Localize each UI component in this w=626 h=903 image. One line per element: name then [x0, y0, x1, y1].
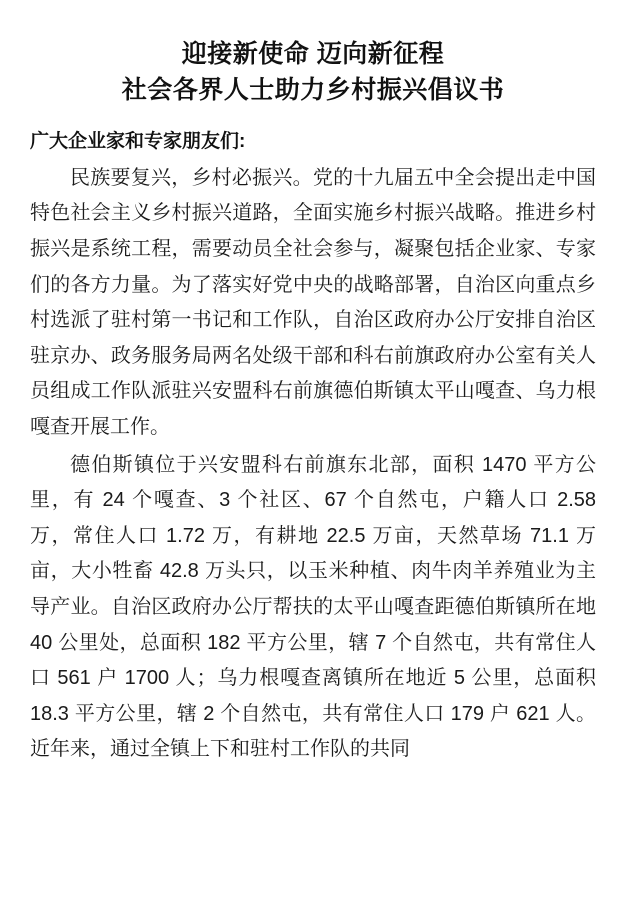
body-paragraph-1: 民族要复兴，乡村必振兴。党的十九届五中全会提出走中国特色社会主义乡村振兴道路，全面实施乡村振兴战略。推进乡村振兴是系统工程，需要动员全社会参与，凝聚包括企业家、专家们的各方力量。为了落实好党中央的战略部署，自治区向重点乡村选派了驻村第一书记和工作队，自治区政府办公厅安排自治区驻京办、政务服务局两名处级干部和科右前旗政府办公室有关人员组成工作队派驻兴安盟科右前旗德伯斯镇太平山嘎查、乌力根嘎查开展工作。 — [30, 166, 596, 439]
title-line-2: 社会各界人士助力乡村振兴倡议书 — [121, 76, 505, 105]
page-title — [30, 36, 596, 109]
salutation: 广大企业家和专家朋友们: — [30, 130, 246, 152]
title-line-1: 迎接新使命 迈向新征程 — [181, 40, 445, 68]
body-paragraph-2: 德伯斯镇位于兴安盟科右前旗东北部，面积 1470 平方公里，有 24 个嘎查、3 个社区、67 个自然屯，户籍人口 2.58 万，常住人口 1.72 万，有耕地 22.5 万亩，天然草场 71.1 万亩，大小牲畜 42.8 万头只，以玉米种植、肉牛肉羊养殖业为主导产业。自治区政府办公厅帮扶的太平山嘎查距德伯斯镇所在地 40 公里处，总面积 182 平方公里，辖 7 个自然屯，共有常住人口 561 户 1700 人；乌力根嘎查离镇所在地近 5 公里，总面积 18.3 平方公里，辖 2 个自然屯，共有常住人口 179 户 621 人。近年来，通过全镇上下和驻村工作队的共同 — [30, 453, 596, 761]
